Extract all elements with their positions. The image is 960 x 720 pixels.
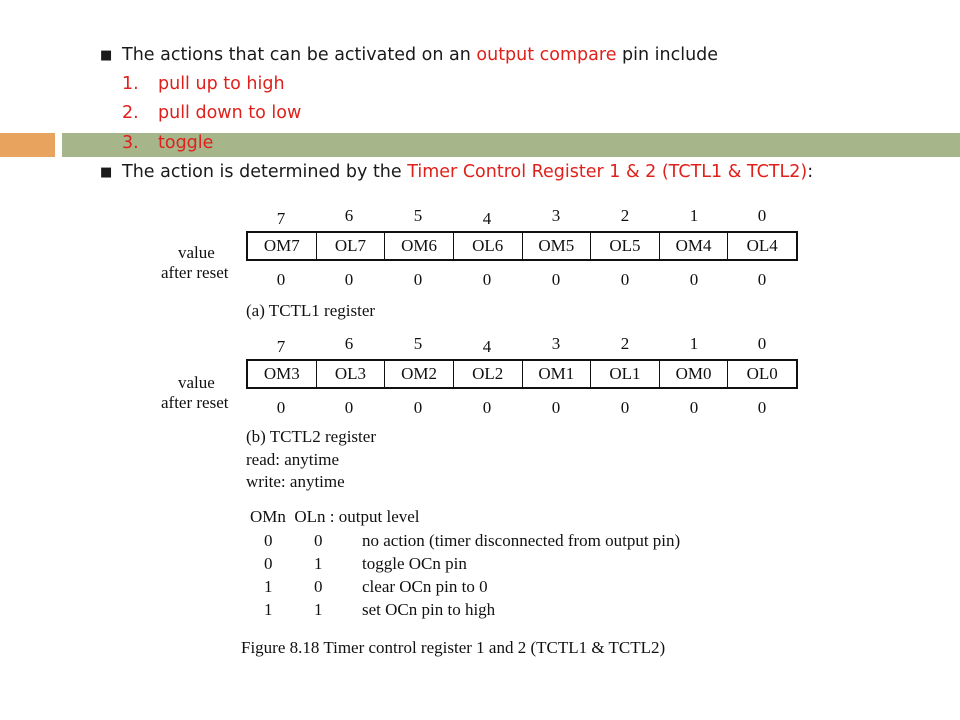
reset-value: 0 bbox=[276, 398, 286, 417]
tctl2-register bbox=[246, 359, 798, 389]
reset-value: 0 bbox=[620, 398, 630, 417]
bullet-output-compare-actions bbox=[100, 45, 719, 65]
reset-value: 0 bbox=[551, 270, 561, 289]
action-text: pull down to low bbox=[158, 103, 302, 123]
bit-number: 6 bbox=[344, 206, 354, 225]
ol-value: 1 bbox=[314, 554, 323, 573]
bullet-square-icon: ■ bbox=[100, 48, 113, 63]
bit-number: 3 bbox=[551, 334, 561, 353]
read-access: read: anytime bbox=[246, 450, 339, 469]
decorative-orange-bar bbox=[0, 133, 55, 157]
register-field: OL6 bbox=[454, 233, 523, 259]
action-item bbox=[122, 103, 301, 123]
register-field: OM6 bbox=[385, 233, 454, 259]
bit-number: 4 bbox=[482, 209, 492, 228]
register-field: OM3 bbox=[248, 361, 317, 387]
bit-number: 1 bbox=[689, 206, 699, 225]
ol-value: 0 bbox=[314, 577, 323, 596]
tctl1-caption: (a) TCTL1 register bbox=[246, 301, 376, 320]
register-field: OM4 bbox=[660, 233, 729, 259]
action-number: 3. bbox=[122, 133, 139, 153]
legend-description: no action (timer disconnected from output pin) bbox=[362, 531, 681, 550]
legend-description: set OCn pin to high bbox=[362, 600, 496, 619]
reset-label: after reset bbox=[161, 263, 229, 282]
action-number: 2. bbox=[122, 103, 139, 123]
register-field: OM2 bbox=[385, 361, 454, 387]
om-value: 0 bbox=[264, 554, 273, 573]
register-field: OL2 bbox=[454, 361, 523, 387]
reset-label: value bbox=[178, 243, 215, 262]
reset-value: 0 bbox=[482, 398, 492, 417]
bit-number: 0 bbox=[757, 334, 767, 353]
register-field: OM0 bbox=[660, 361, 729, 387]
action-number: 1. bbox=[122, 74, 139, 94]
bit-number: 0 bbox=[757, 206, 767, 225]
reset-value: 0 bbox=[757, 398, 767, 417]
legend-description: clear OCn pin to 0 bbox=[362, 577, 488, 596]
reset-value: 0 bbox=[413, 398, 423, 417]
bit-number: 3 bbox=[551, 206, 561, 225]
bit-number: 4 bbox=[482, 337, 492, 356]
bullet2-highlight: Timer Control Register 1 & 2 (TCTL1 & TCTL2) bbox=[407, 162, 808, 182]
om-value: 1 bbox=[264, 600, 273, 619]
register-field: OL4 bbox=[746, 236, 778, 255]
action-item bbox=[122, 74, 285, 94]
bit-number: 2 bbox=[620, 334, 630, 353]
bit-number: 1 bbox=[689, 334, 699, 353]
bullet2-prefix: The action is determined by the bbox=[122, 162, 408, 182]
register-field: OM7 bbox=[248, 233, 317, 259]
reset-label: after reset bbox=[161, 393, 229, 412]
om-value: 0 bbox=[264, 531, 273, 550]
register-field: OL0 bbox=[746, 364, 778, 383]
reset-value: 0 bbox=[344, 398, 354, 417]
reset-value: 0 bbox=[413, 270, 423, 289]
reset-value: 0 bbox=[482, 270, 492, 289]
reset-value: 0 bbox=[689, 398, 699, 417]
reset-value: 0 bbox=[344, 270, 354, 289]
bullet-tctl-determination bbox=[100, 162, 814, 182]
register-field: OM5 bbox=[523, 233, 592, 259]
reset-value: 0 bbox=[620, 270, 630, 289]
om-value: 1 bbox=[264, 577, 273, 596]
register-field: OL7 bbox=[317, 233, 386, 259]
ol-value: 0 bbox=[314, 531, 323, 550]
bullet1-highlight: output compare bbox=[476, 45, 617, 65]
bit-number: 2 bbox=[620, 206, 630, 225]
reset-value: 0 bbox=[689, 270, 699, 289]
action-text: pull up to high bbox=[158, 74, 285, 94]
reset-value: 0 bbox=[551, 398, 561, 417]
tctl2-caption: (b) TCTL2 register bbox=[246, 427, 376, 446]
reset-label: value bbox=[178, 373, 215, 392]
tctl1-register bbox=[246, 231, 798, 261]
bullet1-suffix: pin include bbox=[616, 45, 719, 65]
bullet1-prefix: The actions that can be activated on an bbox=[122, 45, 477, 65]
register-field: OL5 bbox=[591, 233, 660, 259]
register-field: OL3 bbox=[317, 361, 386, 387]
legend-header: OMn OLn : output level bbox=[250, 507, 420, 526]
action-text: toggle bbox=[158, 133, 214, 153]
action-item bbox=[122, 133, 213, 153]
bit-number: 5 bbox=[413, 334, 423, 353]
legend-description: toggle OCn pin bbox=[362, 554, 467, 573]
bit-number: 7 bbox=[276, 337, 286, 356]
ol-value: 1 bbox=[314, 600, 323, 619]
register-field: OL1 bbox=[591, 361, 660, 387]
bullet2-suffix: : bbox=[807, 162, 814, 182]
bullet-square-icon: ■ bbox=[100, 165, 113, 180]
reset-value: 0 bbox=[757, 270, 767, 289]
bit-number: 7 bbox=[276, 209, 286, 228]
figure-caption: Figure 8.18 Timer control register 1 and 2 (TCTL1 & TCTL2) bbox=[241, 638, 666, 657]
reset-value: 0 bbox=[276, 270, 286, 289]
bit-number: 5 bbox=[413, 206, 423, 225]
write-access: write: anytime bbox=[246, 472, 345, 491]
register-field: OM1 bbox=[523, 361, 592, 387]
bit-number: 6 bbox=[344, 334, 354, 353]
